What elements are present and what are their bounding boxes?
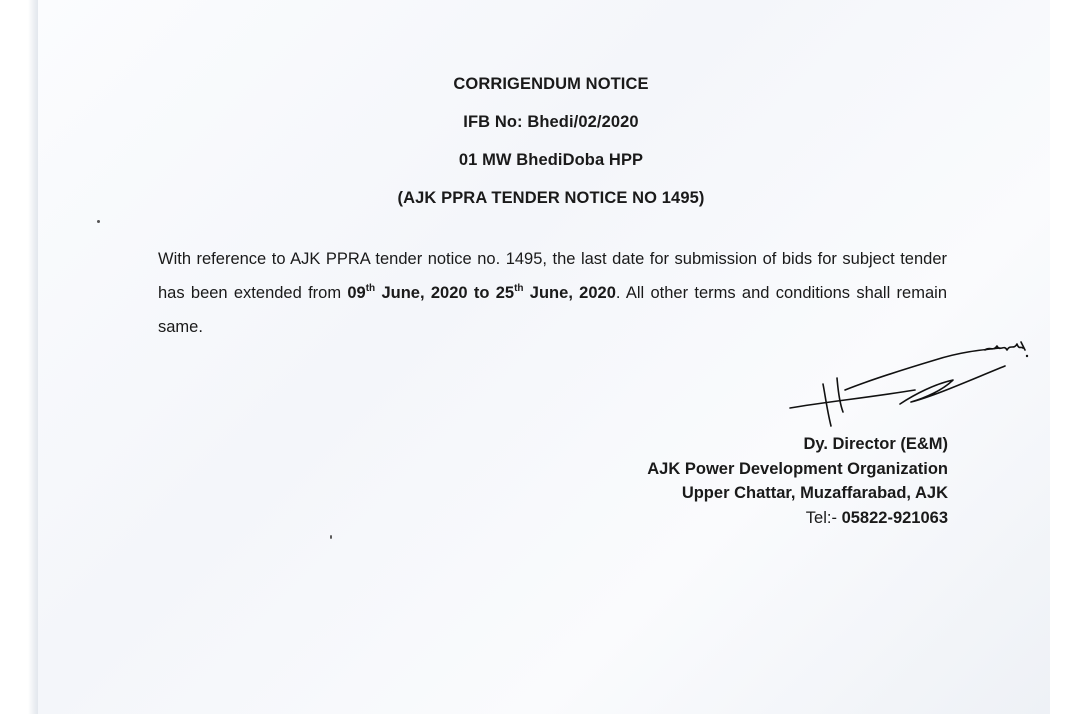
project-name: 01 MW BhediDoba HPP xyxy=(458,151,644,169)
signatory-organization: AJK Power Development Organization xyxy=(647,459,948,478)
to-rest: June, 2020 xyxy=(523,284,616,302)
signatory-block xyxy=(560,432,948,530)
scan-speck xyxy=(97,220,100,223)
from-suffix: th xyxy=(365,283,376,294)
signatory-designation: Dy. Director (E&M) xyxy=(803,435,948,453)
handwritten-signature xyxy=(785,338,1035,428)
scan-speck xyxy=(330,535,332,539)
ifb-number: IFB No: Bhedi/02/2020 xyxy=(463,113,639,131)
notice-header xyxy=(0,72,1085,224)
signatory-telephone xyxy=(560,506,948,531)
tender-reference: (AJK PPRA TENDER NOTICE NO 1495) xyxy=(397,189,705,207)
from-day: 09 xyxy=(347,284,366,302)
date-range xyxy=(347,284,616,302)
body-outro: . All other terms and conditions shall remain same. xyxy=(158,284,947,336)
notice-body xyxy=(158,242,947,344)
to-day: 25 xyxy=(495,284,515,302)
body-intro: With reference to AJK PPRA tender notice no. 1495, the last date for submission of bids for subject tender has been extended from xyxy=(158,250,947,302)
tel-label: Tel:- xyxy=(805,508,842,527)
to-suffix: th xyxy=(514,283,524,294)
signatory-address: Upper Chattar, Muzaffarabad, AJK xyxy=(681,484,948,502)
tel-number: 05822-921063 xyxy=(841,508,948,527)
notice-title: CORRIGENDUM NOTICE xyxy=(453,75,649,93)
from-rest: June, 2020 to xyxy=(375,284,496,302)
